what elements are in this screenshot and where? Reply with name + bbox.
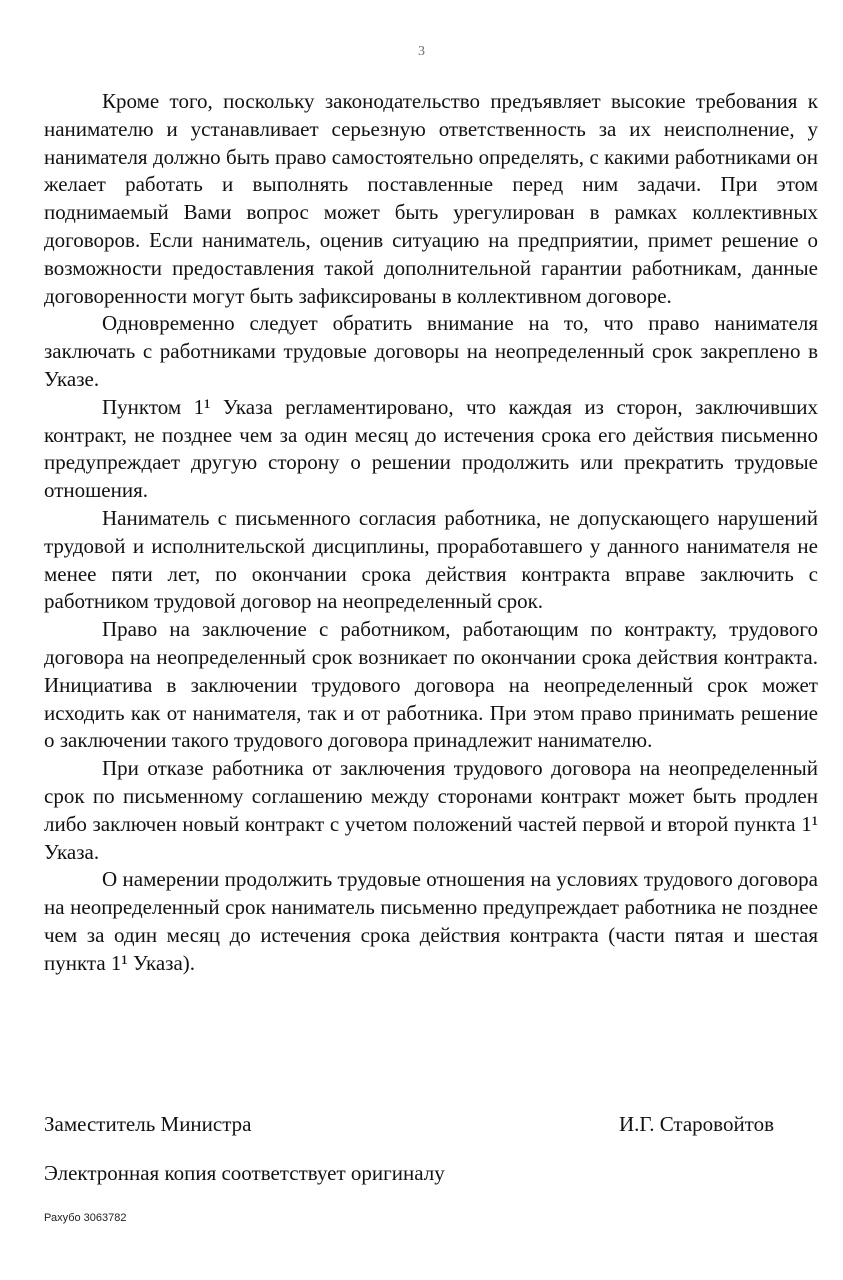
paragraph: Наниматель с письменного согласия работника, не допускающего нарушений трудовой и исполнительской дисциплины, проработавшего у данного нанимателя не менее пяти лет, по окончании срока действия контракта вправе заключить с работником трудовой договор на неопределенный срок. <box>44 505 818 614</box>
paragraph: Одновременно следует обратить внимание на то, что право нанимателя заключать с работниками трудовые договоры на неопределенный срок закреплено в Указе. <box>44 311 818 391</box>
paragraph: О намерении продолжить трудовые отношения на условиях трудового договора на неопределенный срок наниматель письменно предупреждает работника не позднее чем за один месяц до истечения срока действия контракта (части пятая и шестая пункта 1¹ Указа). <box>44 867 818 975</box>
signatory-position: Заместитель Министра <box>44 1112 252 1136</box>
document-code: Рахубо 3063782 <box>44 1212 127 1224</box>
letter-body <box>44 88 818 978</box>
signatory-name: И.Г. Старовойтов <box>619 1112 774 1136</box>
signature-block <box>44 1112 774 1137</box>
paragraph: Кроме того, поскольку законодательство предъявляет высокие требования к нанимателю и устанавливает серьезную ответственность за их неисполнение, у нанимателя должно быть право самостоятельно определять, с какими работниками он желает работать и выполнять поставленные перед ним задачи. При этом поднимаемый Вами вопрос может быть урегулирован в рамках коллективных договоров. Если наниматель, оценив ситуацию на предприятии, примет решение о возможности предоставления такой дополнительной гарантии работникам, данные договоренности могут быть зафиксированы в коллективном договоре. <box>44 89 818 308</box>
paragraph: При отказе работника от заключения трудового договора на неопределенный срок по письменному соглашению между сторонами контракт может быть продлен либо заключен новый контракт с учетом положений частей первой и второй пункта 1¹ Указа. <box>44 756 818 864</box>
electronic-copy-note: Электронная копия соответствует оригиналу <box>44 1161 445 1185</box>
paragraph: Пунктом 1¹ Указа регламентировано, что каждая из сторон, заключивших контракт, не позднее чем за один месяц до истечения срока его действия письменно предупреждает другую сторону о решении продолжить или прекратить трудовые отношения. <box>44 394 818 503</box>
paragraph: Право на заключение с работником, работающим по контракту, трудового договора на неопределенный срок возникает по окончании срока действия контракта. Инициатива в заключении трудового договора на неопределенный срок может исходить как от нанимателя, так и от работника. При этом право принимать решение о заключении такого трудового договора принадлежит нанимателю. <box>44 617 818 753</box>
page-number: 3 <box>418 44 425 59</box>
